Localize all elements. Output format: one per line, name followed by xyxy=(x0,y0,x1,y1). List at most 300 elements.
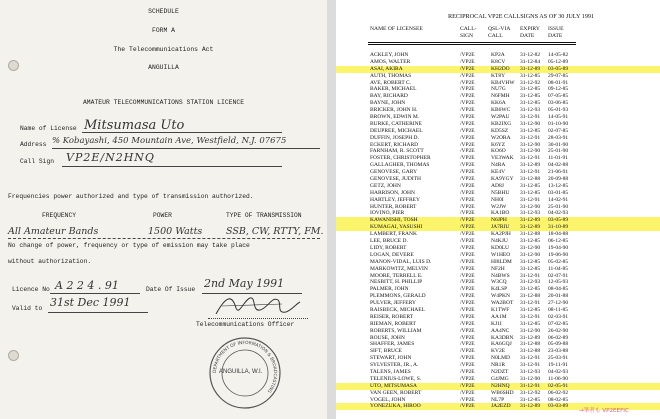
qsl-call: KA6GQJ xyxy=(491,341,512,348)
licensee-name: LAMBERT, FRANK xyxy=(370,231,417,238)
table-row xyxy=(336,197,660,204)
table-row xyxy=(336,176,660,183)
issue-date: 27-12-90 xyxy=(548,300,569,307)
licensee-callsign: /VP2E xyxy=(460,286,475,293)
licensee-name: LEE, BRUCE D. xyxy=(370,238,408,245)
expiry-date: 31-12-92 xyxy=(520,79,541,86)
expiry-date: 31-12-89 xyxy=(520,334,541,341)
qsl-call: KO6O xyxy=(491,148,506,155)
table-row xyxy=(336,128,660,135)
licensee-callsign: /VP2E xyxy=(460,327,475,334)
issue-date: 06-02-92 xyxy=(548,389,569,396)
issue-date: 19-06-90 xyxy=(548,251,569,258)
licensee-name: HUNTER, ROBERT xyxy=(370,203,417,210)
expiry-date: 31-12-91 xyxy=(520,272,541,279)
country-heading: ANGUILLA xyxy=(148,64,179,71)
licensee-name: UTO, MITSUMASA xyxy=(370,382,417,389)
table-row xyxy=(336,210,660,217)
address-underline xyxy=(52,148,320,149)
table-row xyxy=(336,86,660,93)
licensee-callsign: /VP2E xyxy=(460,100,475,107)
licensee-callsign: /VP2E xyxy=(460,341,475,348)
qsl-call: AA4NC xyxy=(491,327,510,334)
licensee-callsign: /VP2E xyxy=(460,355,475,362)
issue-date: 01-10-90 xyxy=(548,120,569,127)
licensee-callsign: /VP2E xyxy=(460,182,475,189)
table-row xyxy=(336,107,660,114)
issue-date: 09-12-85 xyxy=(548,86,569,93)
licensee-name: GALLAGHER, THOMAS xyxy=(370,162,430,169)
licensee-name: BRICKER, JOHN H. xyxy=(370,107,418,114)
table-row xyxy=(336,328,660,335)
qsl-call: NF2H xyxy=(491,265,505,272)
expiry-date: 31-12-91 xyxy=(520,169,541,176)
issue-date: 08-01-91 xyxy=(548,79,569,86)
expiry-date: 31-12-91 xyxy=(520,355,541,362)
issue-date: 07-05-85 xyxy=(548,93,569,100)
qsl-call: KD0LU xyxy=(491,244,510,251)
table-row xyxy=(336,190,660,197)
licensee-callsign: /VP2E xyxy=(460,313,475,320)
licensee-name: PULVER, JEFFERY xyxy=(370,300,416,307)
stamp-place: ANGUILLA, W.I. xyxy=(219,369,263,375)
qsl-call: JA2EZD xyxy=(491,403,511,410)
expiry-date: 31-12-82 xyxy=(520,52,541,58)
expiry-date: 31-12-85 xyxy=(520,265,541,272)
qsl-call: K8CV xyxy=(491,58,506,65)
licensee-name: BAY, RICHARD xyxy=(370,93,408,100)
issue-date: 04-02-88 xyxy=(548,162,569,169)
act-heading: The Telecommunications Act xyxy=(113,46,214,53)
issue-date: 02-07-85 xyxy=(548,127,569,134)
expiry-date: 31-12-89 xyxy=(520,217,541,224)
table-row xyxy=(336,286,660,293)
issue-date: 07-02-85 xyxy=(548,320,569,327)
licensee-callsign: /VP2E xyxy=(460,155,475,162)
table-row xyxy=(336,114,660,121)
table-row xyxy=(336,224,660,231)
licensee-name: ECKERT, RICHARD xyxy=(370,141,419,148)
table-row xyxy=(336,93,660,100)
expiry-date: 31-12-89 xyxy=(520,403,541,410)
licensee-name: DUFFIN, JOSEPH D. xyxy=(370,134,419,141)
licensee-callsign: /VP2E xyxy=(460,272,475,279)
frequency-column-header: FREQUENCY xyxy=(42,212,77,219)
licensee-name: VOGEL, JOHN xyxy=(370,396,406,403)
table-row xyxy=(336,293,660,300)
table-row xyxy=(336,259,660,266)
licensee-callsign: /VP2E xyxy=(460,368,475,375)
licensee-name: AUTH, THOMAS xyxy=(370,72,412,79)
expiry-date: 31-12-88 xyxy=(520,176,541,183)
expiry-date: 31-12-85 xyxy=(520,306,541,313)
issue-date: 06-02-89 xyxy=(548,334,569,341)
issue-date: 08-11-85 xyxy=(548,306,568,313)
table-row xyxy=(336,266,660,273)
licensee-name: KAWANISHI, TOSH xyxy=(370,217,418,224)
expiry-date: 31-12-89 xyxy=(520,162,541,169)
table-row xyxy=(336,390,660,397)
licensee-callsign: /VP2E xyxy=(460,134,475,141)
licensee-callsign: /VP2E xyxy=(460,196,475,203)
licensee-callsign: /VP2E xyxy=(460,231,475,238)
qsl-call: KT8Y xyxy=(491,72,506,79)
reciprocal-list-page xyxy=(336,0,660,419)
licensee-callsign: /VP2E xyxy=(460,300,475,307)
expiry-date: 31-12-90 xyxy=(520,148,541,155)
licensee-name: YONEZUKA, HIROO xyxy=(370,403,421,410)
licensee-callsign: /VP2E xyxy=(460,217,475,224)
issue-date: 28-03-91 xyxy=(548,134,569,141)
expiry-date: 31-12-85 xyxy=(520,100,541,107)
table-row xyxy=(336,273,660,280)
licensee-name: ROUSE, JOHN xyxy=(370,334,405,341)
licensee-callsign: /VP2E xyxy=(460,93,475,100)
issue-date: 04-02-93 xyxy=(548,368,569,375)
name-underline xyxy=(82,132,282,133)
form-heading: FORM A xyxy=(151,27,175,34)
expiry-date: 31-12-91 xyxy=(520,362,541,369)
qsl-call: NR1R xyxy=(491,362,506,369)
expiry-date: 31-12-88 xyxy=(520,231,541,238)
issue-date: 13-12-85 xyxy=(548,182,569,189)
licensee-callsign: /VP2E xyxy=(460,127,475,134)
issue-date: 03-05-89 xyxy=(548,217,569,224)
licensee-callsign: /VP2E xyxy=(460,107,475,114)
table-row xyxy=(336,252,660,259)
expiry-date: 31-12-93 xyxy=(520,210,541,217)
issue-date: 03-06-85 xyxy=(548,100,569,107)
header-rule xyxy=(368,42,576,43)
issue-date: 03-01-85 xyxy=(548,189,569,196)
licensee-callsign: /VP2E xyxy=(460,148,475,155)
qsl-call: KB6WC xyxy=(491,107,511,114)
official-stamp xyxy=(208,336,282,410)
licensee-name: MANON-VIDAL, LUIS D. xyxy=(370,258,432,265)
qsl-call: KB2IXG xyxy=(491,120,512,127)
issue-column-header: ISSUE DATE xyxy=(548,26,564,39)
table-row xyxy=(336,183,660,190)
licensee-callsign: /VP2E xyxy=(460,52,475,58)
expiry-date: 31-12-90 xyxy=(520,141,541,148)
licensee-name: FOSTER, CHRISTOPHER xyxy=(370,155,431,162)
qsl-call: KH2DO xyxy=(491,65,510,72)
licensee-name: RIEMAN, ROBERT xyxy=(370,320,416,327)
licensee-name: BURKE, CATHERINE xyxy=(370,120,422,127)
issue-date: 20-01-88 xyxy=(548,293,569,300)
licensee-name: MARKOWITZ, MELVIN xyxy=(370,265,428,272)
licensee-callsign: /VP2E xyxy=(460,362,475,369)
expiry-date: 31-12-85 xyxy=(520,238,541,245)
issue-date: 31-10-89 xyxy=(548,224,569,231)
qsl-call: W2JW xyxy=(491,203,507,210)
licensee-callsign: /VP2E xyxy=(460,141,475,148)
schedule-heading: SCHEDULE xyxy=(148,8,179,15)
licensee-callsign: /VP2E xyxy=(460,334,475,341)
licence-heading: AMATEUR TELECOMMUNICATIONS STATION LICENCE xyxy=(82,99,245,106)
issue-date: 03-05-89 xyxy=(548,65,569,72)
qsl-call: N6JPH xyxy=(491,217,507,224)
licensee-name: BAYNE, JOHN xyxy=(370,100,406,107)
expiry-date: 31-12-84 xyxy=(520,58,541,65)
officer-title: Telecommunications Officer xyxy=(196,321,295,328)
licensee-callsign: /VP2E xyxy=(460,189,475,196)
licensee-name: ACKLEY, JOHN xyxy=(370,52,409,58)
expiry-date: 31-12-88 xyxy=(520,293,541,300)
qsl-call: KV2E xyxy=(491,348,506,355)
expiry-date: 31-12-91 xyxy=(520,155,541,162)
licensee-name: GETZ, JOHN xyxy=(370,182,401,189)
licensee-table xyxy=(336,52,660,410)
qsl-call: WB6SHD xyxy=(491,389,514,396)
header-rule-2 xyxy=(368,44,576,45)
power-column-header: POWER xyxy=(153,212,172,219)
qsl-call: HI8LDM xyxy=(491,258,512,265)
svg-text:DEPARTMENT OF INFORMATION & BR xyxy=(212,340,278,394)
table-row xyxy=(336,100,660,107)
table-row xyxy=(336,52,660,59)
table-row xyxy=(336,397,660,404)
table-row xyxy=(336,245,660,252)
licensee-name: HARRISON, JOHN xyxy=(370,189,415,196)
licensee-name: SIFT, BRUCE xyxy=(370,348,402,355)
table-row xyxy=(336,369,660,376)
qsl-call: N2HNQ xyxy=(491,382,510,389)
callsign-underline xyxy=(62,166,282,167)
qsl-call: G4JMG xyxy=(491,375,509,382)
expiry-date: 31-12-93 xyxy=(520,107,541,114)
expiry-date: 31-12-91 xyxy=(520,313,541,320)
name-column-header: NAME OF LICENSEE xyxy=(370,26,423,32)
licensee-name: TALENS, JAMES xyxy=(370,368,411,375)
licensee-callsign: /VP2E xyxy=(460,244,475,251)
transmission-value: SSB, CW, RTTY, FM. xyxy=(226,226,324,237)
qsl-call: K1TWF xyxy=(491,306,510,313)
expiry-date: 31-12-93 xyxy=(520,279,541,286)
table-row xyxy=(336,135,660,142)
qsl-call: NL7P xyxy=(491,396,505,403)
issue-date: 08-02-85 xyxy=(548,396,569,403)
licensee-callsign: /VP2E xyxy=(460,396,475,403)
list-title: RECIPROCAL VP2E CALLSIGNS AS OF 30 JULY 1991 xyxy=(448,13,595,20)
licence-number-label: Licence No xyxy=(12,286,50,293)
table-row xyxy=(336,80,660,87)
qsl-call: KE4V xyxy=(491,169,506,176)
licensee-callsign: /VP2E xyxy=(460,265,475,272)
qsl-call: N2DZT xyxy=(491,368,509,375)
expiry-date: 31-12-88 xyxy=(520,348,541,355)
qsl-call: K4LSP xyxy=(491,286,508,293)
issue-date: 30-01-90 xyxy=(548,141,569,148)
qsl-call: W1HEO xyxy=(491,251,511,258)
address-label: Address xyxy=(20,141,47,148)
power-value: 1500 Watts xyxy=(148,226,203,237)
licence-document xyxy=(0,0,327,419)
table-row xyxy=(336,321,660,328)
table-row xyxy=(336,383,660,390)
qsl-call: VE3WAK xyxy=(491,155,514,162)
issue-date: 06-12-85 xyxy=(548,238,569,245)
handwritten-note: →筆者も VP2EEFIC xyxy=(579,408,629,414)
licensee-callsign: /VP2E xyxy=(460,114,475,121)
binder-hole xyxy=(8,350,19,361)
licensee-name: HARTLEY, JEFFREY xyxy=(370,196,420,203)
issue-date: 25-01-90 xyxy=(548,148,569,155)
officer-signature xyxy=(212,290,302,320)
table-row xyxy=(336,238,660,245)
table-row xyxy=(336,307,660,314)
licensee-callsign: /VP2E xyxy=(460,279,475,286)
licensee-callsign: /VP2E xyxy=(460,348,475,355)
licensee-name: AVE, ROBERT C. xyxy=(370,79,412,86)
callsign-label: Call Sign xyxy=(20,158,55,165)
expiry-date: 31-12-85 xyxy=(520,72,541,79)
issue-date: 20-09-88 xyxy=(548,176,569,183)
issue-date: 11-01-91 xyxy=(548,155,568,162)
licensee-name: PLEMMONS, GERALD xyxy=(370,293,426,300)
date-of-issue-value: 2nd May 1991 xyxy=(204,277,285,290)
table-row xyxy=(336,204,660,211)
issue-date: 18-04-88 xyxy=(548,231,569,238)
frequency-intro: Frequencies power authorized and type of transmission authorized. xyxy=(8,193,254,200)
licensee-name: STEWART, JOHN xyxy=(370,355,412,362)
valid-to-underline xyxy=(48,312,148,313)
address-value: % Kobayashi, 450 Mountain Ave, Westfield, N.J. 07675 xyxy=(52,136,287,146)
issue-date: 12-05-93 xyxy=(548,279,569,286)
qsl-call: KA3DBN xyxy=(491,334,514,341)
table-row xyxy=(336,73,660,80)
qsl-call: NH0I xyxy=(491,196,504,203)
issue-date: 19-11-91 xyxy=(548,362,568,369)
qsl-call: KD5SZ xyxy=(491,127,509,134)
no-change-line-1: No change of power, frequency or type of emission may take place xyxy=(8,242,250,249)
expiry-date: 31-12-85 xyxy=(520,93,541,100)
table-row xyxy=(336,348,660,355)
stamp-text: DEPARTMENT OF INFORMATION & BROADCASTING xyxy=(212,340,278,394)
table-row xyxy=(336,142,660,149)
table-row xyxy=(336,376,660,383)
name-label: Name of License xyxy=(20,125,77,132)
licensee-name: MOORE, TERRELL E. xyxy=(370,272,423,279)
expiry-date: 31-12-91 xyxy=(520,300,541,307)
table-row xyxy=(336,217,660,224)
table-row xyxy=(336,148,660,155)
qsl-column-header: QSL-VIA CALL xyxy=(488,26,511,39)
qsl-call: N4KJU xyxy=(491,238,508,245)
issue-date: 05-09-88 xyxy=(548,341,569,348)
issue-date: 23-03-88 xyxy=(548,348,569,355)
licensee-name: ASAI, AKIRA xyxy=(370,65,403,72)
qsl-call: N0LMD xyxy=(491,355,510,362)
licensee-name: NESBITT, H. PHILLIP xyxy=(370,279,423,286)
issue-date: 02-07-91 xyxy=(548,272,569,279)
licensee-name: GENOVESE, GARY xyxy=(370,169,418,176)
expiry-date: 31-12-93 xyxy=(520,368,541,375)
callsign-column-header: CALL- SIGN xyxy=(460,26,477,39)
licensee-callsign: /VP2E xyxy=(460,210,475,217)
licensee-name: SHAFFER, JAMES xyxy=(370,341,415,348)
expiry-date: 31-12-90 xyxy=(520,203,541,210)
issue-date: 08-04-85 xyxy=(548,286,569,293)
date-of-issue-label: Date Of Issue xyxy=(146,286,196,293)
licensee-callsign: /VP2E xyxy=(460,203,475,210)
expiry-date: 31-12-90 xyxy=(520,375,541,382)
expiry-date: 31-12-90 xyxy=(520,251,541,258)
qsl-call: NU7G xyxy=(491,86,506,93)
expiry-date: 31-12-92 xyxy=(520,389,541,396)
issue-date: 19-04-90 xyxy=(548,244,569,251)
licensee-name: RAISBECK, MICHAEL xyxy=(370,306,426,313)
expiry-date: 31-12-89 xyxy=(520,224,541,231)
qsl-call: AD8J xyxy=(491,182,504,189)
issue-date: 25-03-91 xyxy=(548,355,569,362)
licensee-callsign: /VP2E xyxy=(460,72,475,79)
licensee-callsign: /VP2E xyxy=(460,251,475,258)
expiry-date: 31-12-85 xyxy=(520,182,541,189)
table-row xyxy=(336,355,660,362)
qsl-call: KA2PJH xyxy=(491,231,511,238)
expiry-date: 31-12-89 xyxy=(520,65,541,72)
licensee-name: DEUPREE, MICHAEL xyxy=(370,127,423,134)
issue-date: 05-01-93 xyxy=(548,107,569,114)
qsl-call: W3CQ xyxy=(491,279,507,286)
values-underline xyxy=(8,238,320,239)
expiry-date: 31-12-90 xyxy=(520,244,541,251)
qsl-call: JA7RIU xyxy=(491,224,510,231)
licensee-name: VAN GEEN, ROBERT xyxy=(370,389,422,396)
licensee-name: AMOS, WALTER xyxy=(370,58,411,65)
transmission-column-header: TYPE OF TRANSMISSION xyxy=(226,212,302,219)
qsl-call: W4PKN xyxy=(491,293,510,300)
qsl-call: W2PAU xyxy=(491,114,510,121)
expiry-date: 31-12-85 xyxy=(520,286,541,293)
licensee-callsign: /VP2E xyxy=(460,375,475,382)
table-row xyxy=(336,121,660,128)
licensee-name: BROWN, EDWIN M. xyxy=(370,114,420,121)
expiry-date: 31-12-85 xyxy=(520,258,541,265)
expiry-date: 31-12-91 xyxy=(520,196,541,203)
expiry-date: 31-12-85 xyxy=(520,86,541,93)
qsl-call: KJ1I xyxy=(491,320,502,327)
qsl-call: K6YZ xyxy=(491,141,506,148)
no-change-line-2: without authorization. xyxy=(8,258,92,265)
licensee-name: LOGAN, DEVERE xyxy=(370,251,414,258)
issue-date: 29-07-85 xyxy=(548,72,569,79)
licensee-callsign: /VP2E xyxy=(460,389,475,396)
table-row xyxy=(336,314,660,321)
expiry-date: 31-12-85 xyxy=(520,396,541,403)
licensee-name: PALMER, JOHN xyxy=(370,286,409,293)
licensee-name: KUMAGAI, YASUSHI xyxy=(370,224,423,231)
licensee-name: LIDY, ROBERT xyxy=(370,244,407,251)
qsl-call: KK6A xyxy=(491,100,506,107)
qsl-call: N6FMH xyxy=(491,93,510,100)
table-row xyxy=(336,169,660,176)
qsl-call: KB4VHW xyxy=(491,79,515,86)
expiry-date: 31-12-90 xyxy=(520,120,541,127)
licensee-name: SYLVESTER, JR., A. xyxy=(370,362,419,369)
qsl-call: WA2BOT xyxy=(491,300,514,307)
table-row xyxy=(336,279,660,286)
qsl-call: N4BWS xyxy=(491,272,510,279)
issue-date: 03-03-89 xyxy=(548,403,569,410)
licensee-name: BAKER, MICHAEL xyxy=(370,86,417,93)
issue-date: 14-05-82 xyxy=(548,52,569,58)
licensee-callsign: /VP2E xyxy=(460,79,475,86)
licensee-callsign: /VP2E xyxy=(460,403,475,410)
page-divider xyxy=(327,0,336,419)
licensee-callsign: /VP2E xyxy=(460,224,475,231)
